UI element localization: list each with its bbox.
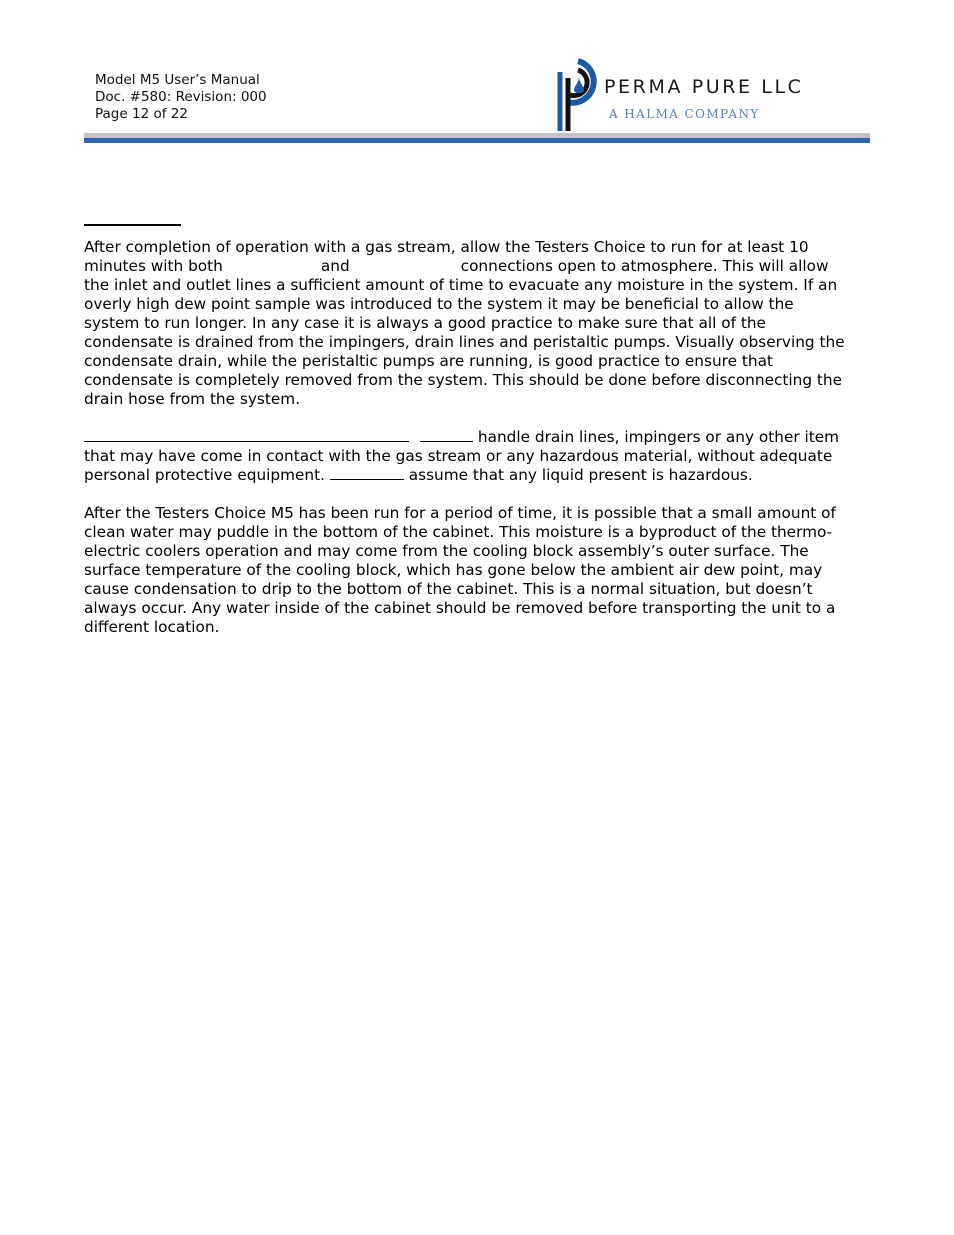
company-logo — [554, 58, 864, 134]
document-revision: Doc. #580: Revision: 000 — [95, 89, 267, 105]
document-header — [95, 72, 267, 123]
section-heading-underline — [84, 224, 181, 226]
paragraph-shutdown: After completion of operation with a gas stream, allow the Testers Choice to run for at least 10 minutes with both and connections open to atmosphere. This will allow the inlet and outlet lines a sufficient amount of time to evacuate any moisture in the system. If an overly high dew point sample was introduced to the system it may be beneficial to allow the system to run longer. In any case it is always a good practice to make sure that all of the condensate is drained from the impingers, drain lines and peristaltic pumps. Visually observing the condensate drain, while the peristaltic pumps are running, is good practice to ensure that condensate is completely removed from the system. This should be done before disconnecting the drain hose from the system. — [84, 238, 845, 408]
paragraph-cabinet-moisture: After the Testers Choice M5 has been run for a period of time, it is possible that a small amount of clean water may puddle in the bottom of the cabinet. This moisture is a byproduct of the thermo- electric coolers operation and may come from the cooling block assembly’s outer surface. The surface temperature of the cooling block, which has gone below the ambient air dew point, may cause condensation to drip to the bottom of the cabinet. This is a normal situation, but doesn’t always occur. Any water inside of the cabinet should be removed before transporting the unit to a different location. — [84, 504, 836, 636]
manual-title: Model M5 User’s Manual — [95, 72, 260, 88]
company-tagline: A HALMA COMPANY — [609, 107, 760, 121]
company-name: PERMA PURE LLC — [604, 76, 804, 98]
paragraph-safety-warning: handle drain lines, impingers or any other item that may have come in contact with the gas stream or any hazardous material, without adequate personal protective equipment. assume that any liquid present is hazardous. — [84, 428, 840, 484]
page-number: Page 12 of 22 — [95, 106, 188, 122]
header-divider-blue — [84, 138, 870, 143]
perma-pure-logo-icon — [554, 58, 604, 134]
document-body — [84, 238, 874, 656]
